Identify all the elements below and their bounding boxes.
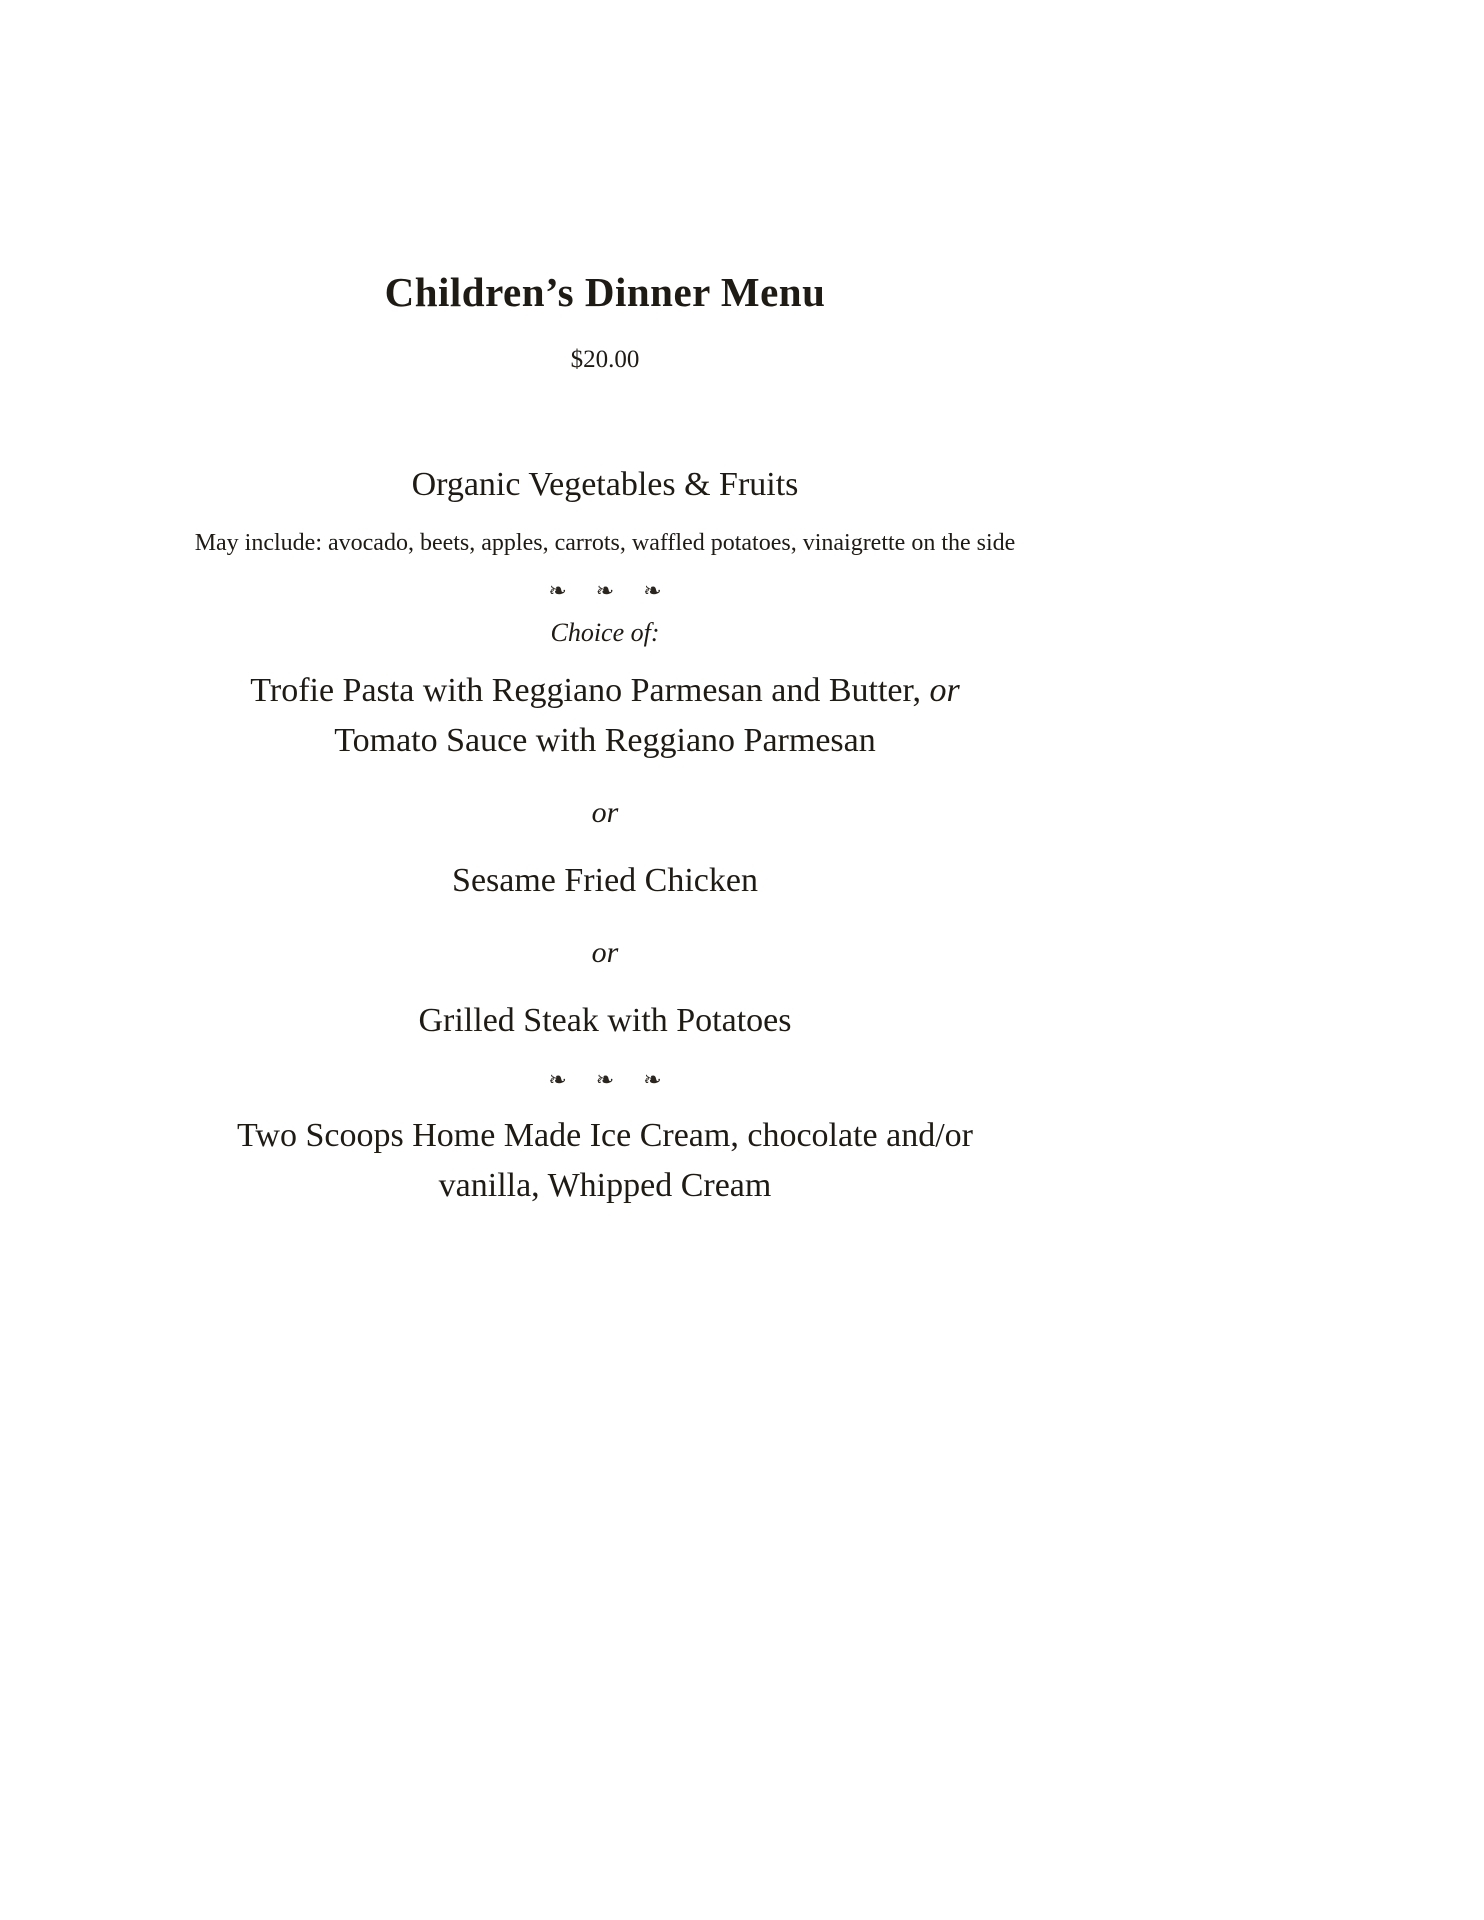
dessert-line-1: Two Scoops Home Made Ice Cream, chocolate and/or	[237, 1117, 973, 1154]
or-separator-2: or	[591, 936, 619, 969]
ornament-divider-1: ❧ ❧ ❧	[548, 579, 662, 604]
menu-price: $20.00	[570, 346, 640, 373]
entree-pasta-alt: Tomato Sauce with Reggiano Parmesan	[334, 722, 876, 759]
entree-chicken: Sesame Fried Chicken	[452, 862, 758, 899]
dessert-line-2: vanilla, Whipped Cream	[438, 1167, 772, 1204]
choice-label: Choice of:	[550, 618, 660, 647]
menu-page	[150, 0, 1060, 1211]
appetizer-name: Organic Vegetables & Fruits	[411, 466, 799, 503]
appetizer-description: May include: avocado, beets, apples, carrots, waffled potatoes, vinaigrette on the side	[194, 530, 1016, 556]
entree-pasta-or: or	[929, 672, 960, 709]
ornament-divider-2: ❧ ❧ ❧	[548, 1068, 662, 1093]
entree-pasta-text: Trofie Pasta with Reggiano Parmesan and Butter,	[250, 672, 921, 709]
dessert	[150, 1111, 1060, 1211]
menu-title: Children’s Dinner Menu	[384, 269, 826, 315]
or-separator-1: or	[591, 796, 619, 829]
entree-steak: Grilled Steak with Potatoes	[418, 1002, 792, 1039]
entree-pasta	[150, 666, 1060, 766]
